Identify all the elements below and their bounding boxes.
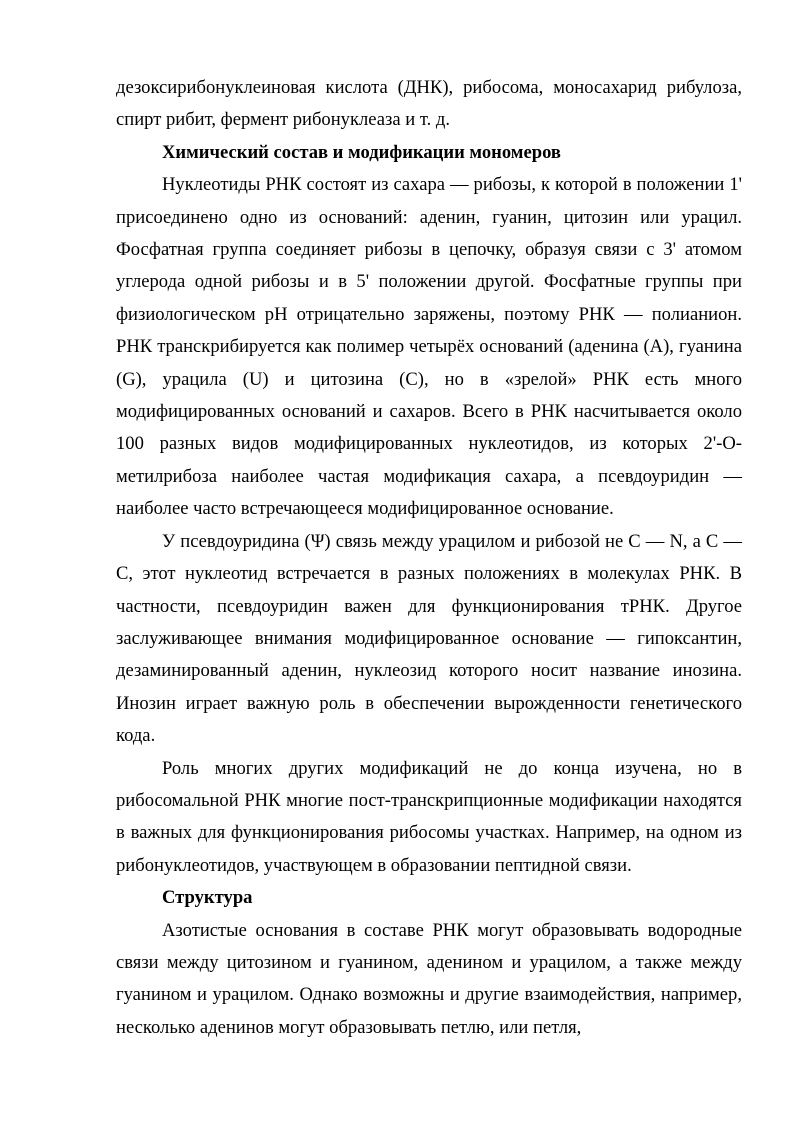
section-heading-structure: Структура <box>162 887 253 909</box>
section-heading-chemical-composition: Химический состав и модификации мономеров <box>162 141 561 163</box>
paragraph-nucleotides: Нуклеотиды РНК состоят из сахара — рибозы, к которой в положении 1' присоединено одно из оснований: аденин, гуанин, цитозин или урацил. Фосфатная группа соединяет рибозы в цепочку, образуя связи с 3' атомом углерода одной рибозы и в 5' положении другой. Фосфатные группы при физиологическом pH отрицательно заряжены, поэтому РНК — полианион. РНК транскрибируется как полимер четырёх оснований (аденина (A), гуанина (G), урацила (U) и цитозина (C), но в «зрелой» РНК есть много модифицированных оснований и сахаров. Всего в РНК насчитывается около 100 разных видов модифицированных нуклеотидов, из которых 2'-O-метилрибоза наиболее частая модификация сахара, а псевдоуридин — наиболее часто встречающееся модифицированное основание. <box>116 174 742 520</box>
paragraph-continuation: дезоксирибонуклеиновая кислота (ДНК), рибосома, моносахарид рибулоза, спирт рибит, фермент рибонуклеаза и т. д. <box>116 77 742 131</box>
document-page <box>116 72 742 1044</box>
paragraph-pseudouridine: У псевдоуридина (Ψ) связь между урацилом и рибозой не C — N, а C — C, этот нуклеотид встречается в разных положениях в молекулах РНК. В частности, псевдоуридин важен для функционирования тРНК. Другое заслуживающее внимания модифицированное основание — гипоксантин, дезаминированный аденин, нуклеозид которого носит название инозина. Инозин играет важную роль в обеспечении вырожденности генетического кода. <box>116 530 742 747</box>
paragraph-modifications-role: Роль многих других модификаций не до конца изучена, но в рибосомальной РНК многие пост-транскрипционные модификации находятся в важных для функционирования рибосомы участках. Например, на одном из рибонуклеотидов, участвующем в образовании пептидной связи. <box>116 757 742 876</box>
paragraph-structure: Азотистые основания в составе РНК могут образовывать водородные связи между цитозином и гуанином, аденином и урацилом, а также между гуанином и урацилом. Однако возможны и другие взаимодействия, например, несколько аденинов могут образовывать петлю, или петля, <box>116 919 742 1038</box>
